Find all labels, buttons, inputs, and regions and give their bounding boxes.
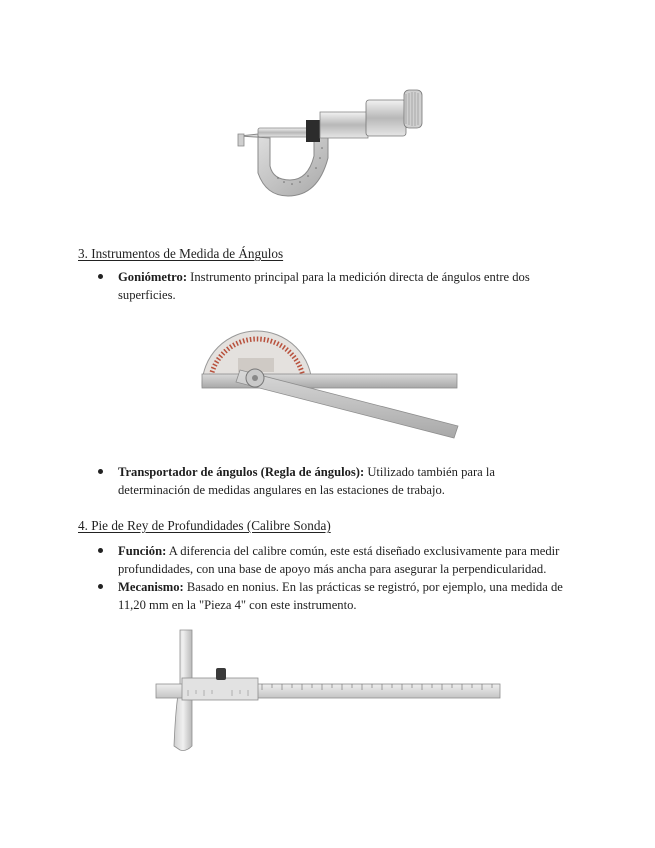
list-item — [118, 542, 578, 578]
section-3-list-a — [118, 268, 558, 304]
item-term: Mecanismo: — [118, 580, 184, 594]
item-text: Utilizado también para la determinación de medidas angulares en las estaciones de trabajo. — [118, 465, 495, 497]
protractor-image — [200, 318, 462, 442]
section-3-list-b — [118, 463, 558, 499]
bullet-dot-icon — [98, 274, 103, 279]
list-item — [118, 463, 558, 499]
section-4-list — [118, 542, 578, 614]
item-text: Basado en nonius. En las prácticas se registró, por ejemplo, una medida de 11,20 mm en la "Pieza 4" con este instrumento. — [118, 580, 563, 612]
section-4-heading: 4. Pie de Rey de Profundidades (Calibre Sonda) — [78, 518, 331, 533]
bullet-dot-icon — [98, 469, 103, 474]
micrometer-image — [228, 78, 428, 218]
bullet-dot-icon — [98, 584, 103, 589]
item-term: Función: — [118, 544, 167, 558]
section-3-heading: 3. Instrumentos de Medida de Ángulos — [78, 246, 284, 261]
item-text: Instrumento principal para la medición directa de ángulos entre dos superficies. — [118, 270, 530, 302]
list-item — [118, 268, 558, 304]
bullet-dot-icon — [98, 548, 103, 553]
list-item — [118, 578, 578, 614]
item-term: Goniómetro: — [118, 270, 188, 284]
item-term: Transportador de ángulos (Regla de ángulos): — [118, 465, 365, 479]
item-text: A diferencia del calibre común, este está diseñado exclusivamente para medir profundidades, con una base de apoyo más ancha para asegurar la perpendicularidad. — [118, 544, 560, 576]
depth-caliper-image — [152, 628, 504, 754]
